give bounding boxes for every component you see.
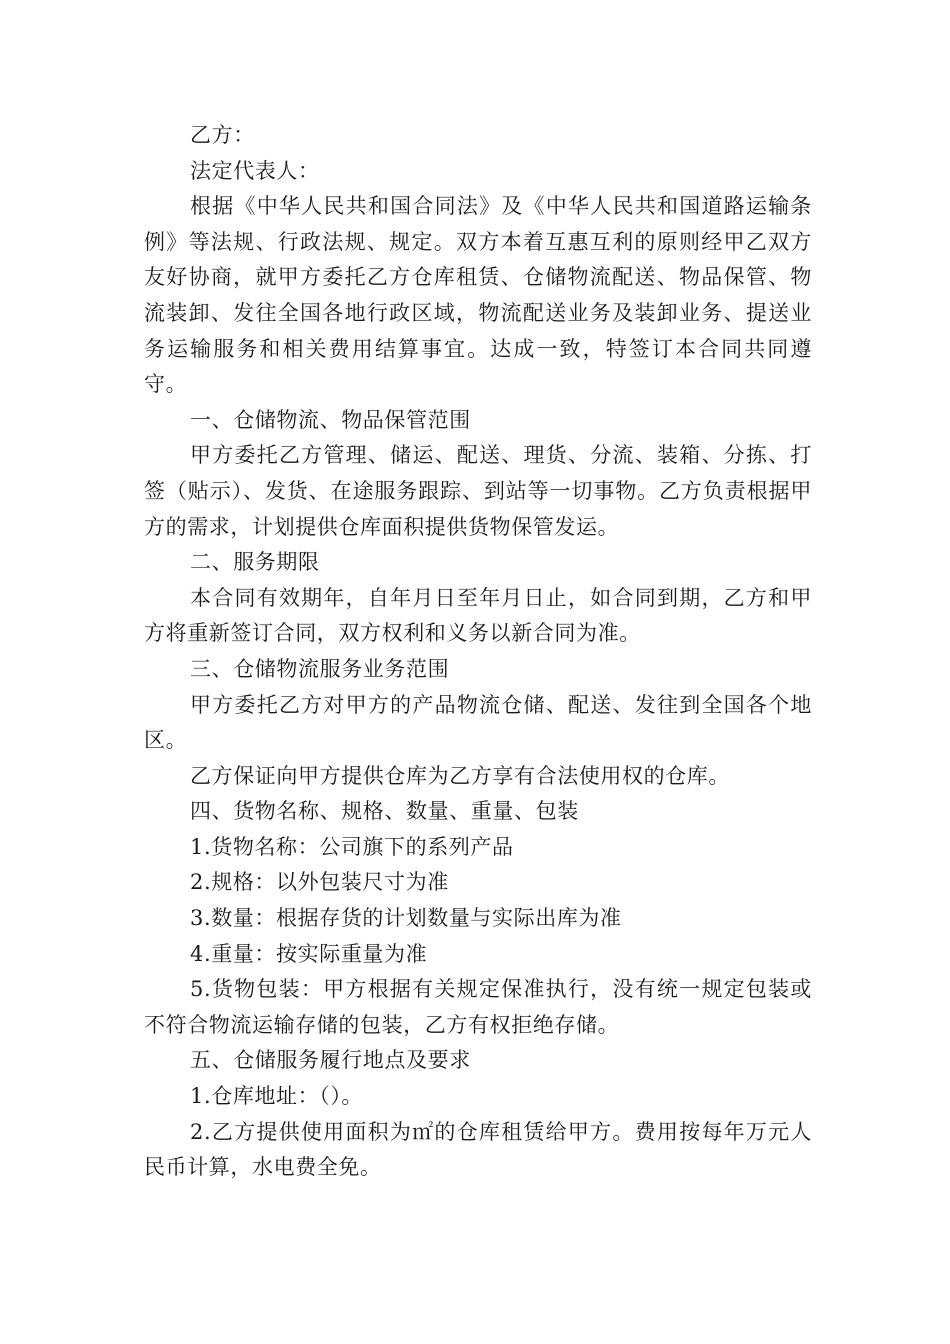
section-heading-1: 一、仓储物流、物品保管范围: [190, 407, 471, 432]
section-5-item-1: 1.仓库地址：（）。: [190, 1084, 364, 1109]
preamble-paragraph: 根据《中华人民共和国合同法》及《中华人民共和国道路运输条例》等法规、行政法规、规定。双方本着互惠互利的原则经甲乙双方友好协商，就甲方委托乙方仓库租赁、仓储物流配送、物品保管、物流装卸、发往全国各地行政区域，物流配送业务及装卸业务、提送业务运输服务和相关费用结算事宜。达成一致，特签订本合同共同遵守。: [144, 194, 812, 397]
section-4-item-2: 2.规格：以外包装尺寸为准: [190, 870, 449, 895]
legal-representative-label: 法定代表人：: [190, 158, 320, 183]
section-4-item-3: 3.数量：根据存货的计划数量与实际出库为准: [190, 906, 622, 931]
party-b-label: 乙方：: [190, 123, 255, 147]
section-2-paragraph: 本合同有效期年，自年月日至年月日止，如合同到期，乙方和甲方将重新签订合同，双方权利和义务以新合同为准。: [144, 585, 812, 646]
section-heading-2: 二、服务期限: [190, 550, 320, 575]
section-4-item-1: 1.货物名称：公司旗下的系列产品: [190, 834, 514, 859]
section-5-item-2: 2.乙方提供使用面积为㎡的仓库租赁给甲方。费用按每年万元人民币计算，水电费全免。: [144, 1119, 812, 1180]
contract-body: [144, 118, 812, 1186]
section-3-paragraph-2: 乙方保证向甲方提供仓库为乙方享有合法使用权的仓库。: [190, 763, 730, 788]
section-4-item-5: 5.货物包装：甲方根据有关规定保准执行，没有统一规定包装或不符合物流运输存储的包装，乙方有权拒绝存储。: [144, 977, 812, 1037]
section-3-paragraph-1: 甲方委托乙方对甲方的产品物流仓储、配送、发往到全国各个地区。: [144, 692, 812, 753]
section-heading-4: 四、货物名称、规格、数量、重量、包装: [190, 799, 579, 824]
section-heading-3: 三、仓储物流服务业务范围: [190, 656, 450, 681]
section-heading-5: 五、仓储服务履行地点及要求: [190, 1048, 471, 1073]
section-4-item-4: 4.重量：按实际重量为准: [190, 941, 428, 966]
section-1-paragraph: 甲方委托乙方管理、储运、配送、理货、分流、装箱、分拣、打签（贴示）、发货、在途服务跟踪、到站等一切事物。乙方负责根据甲方的需求，计划提供仓库面积提供货物保管发运。: [144, 443, 812, 539]
